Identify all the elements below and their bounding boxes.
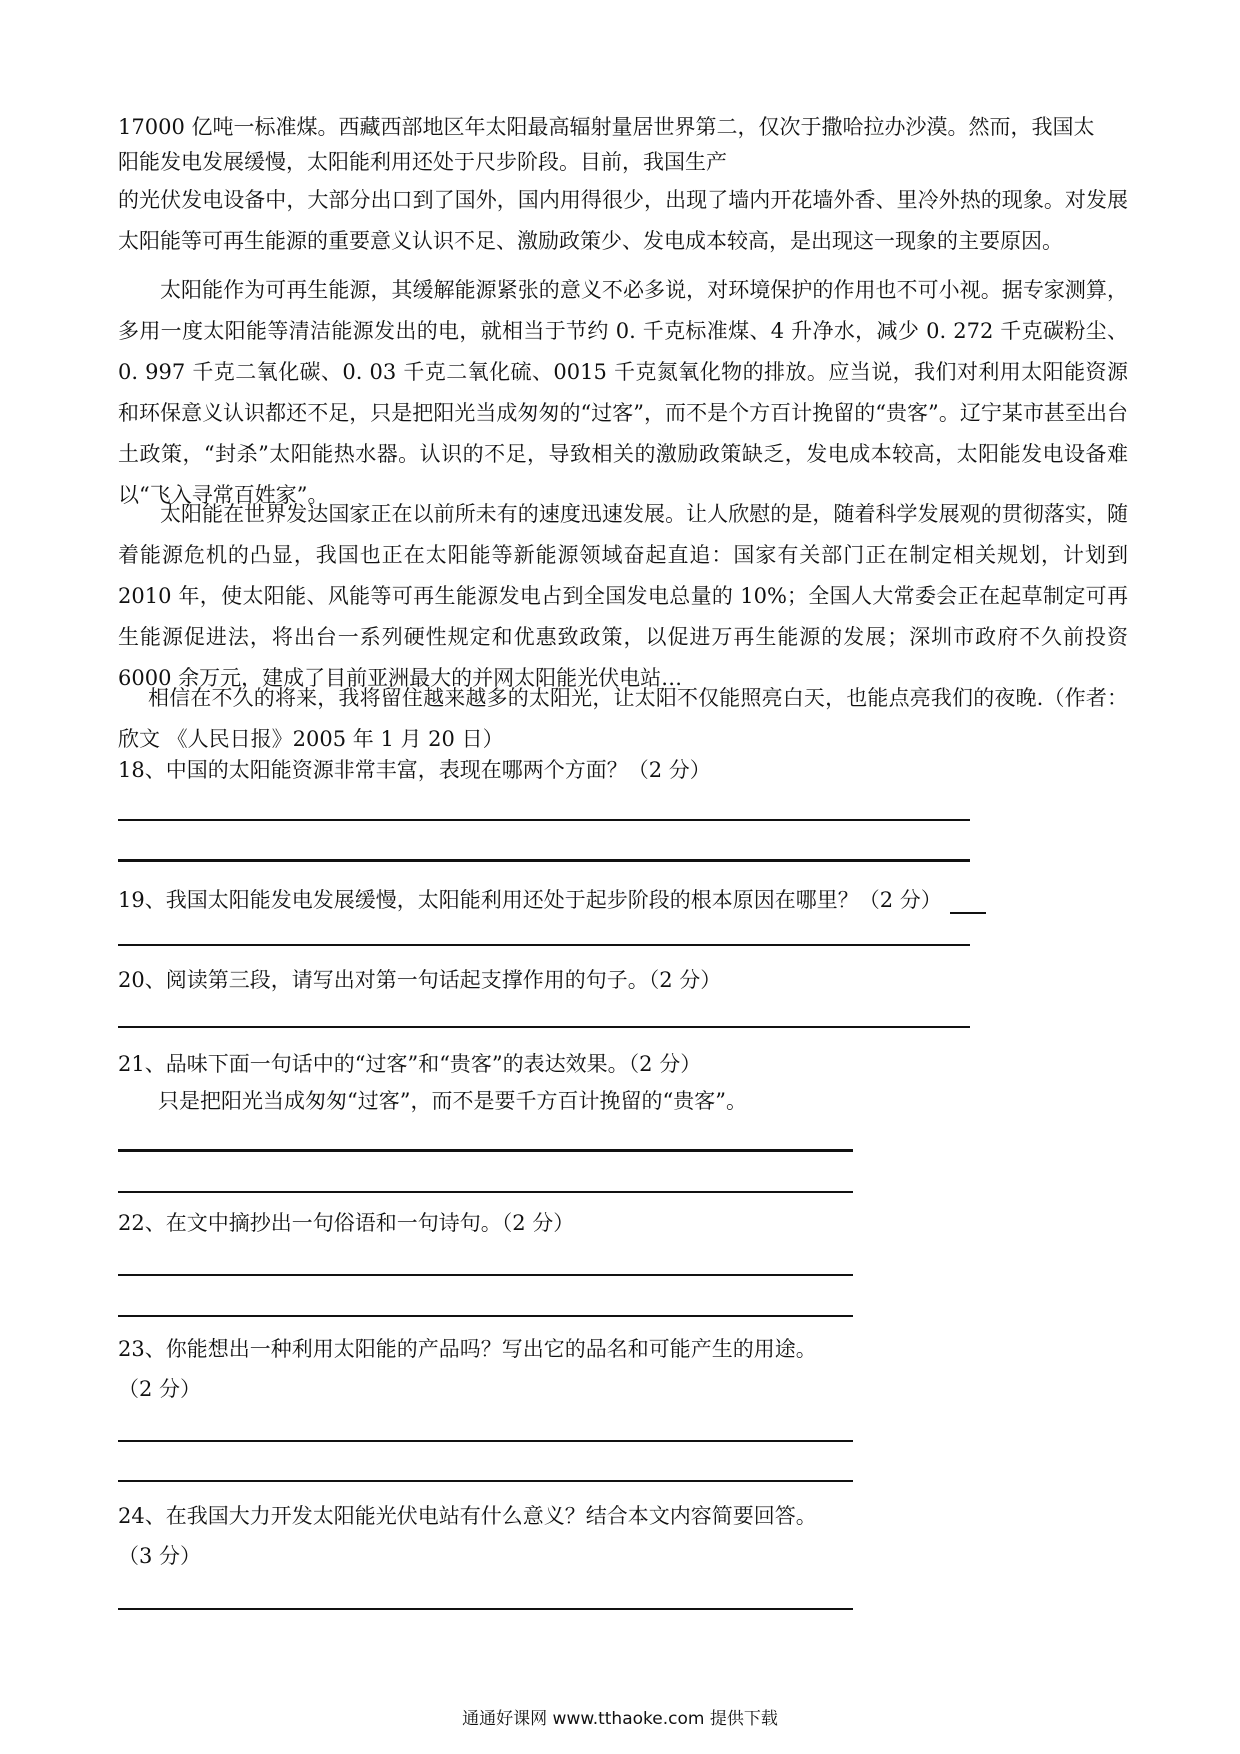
question-21-quote: 只是把阳光当成匆匆“过客”，而不是要千方百计挽留的“贵客”。 [158, 1089, 747, 1113]
article-p1-line1: 17000 亿吨一标准煤。西藏西部地区年太阳最高辐射量居世界第二，仅次于撒哈拉办沙漠。然而，我国太 [118, 115, 1095, 139]
question-19 [118, 886, 986, 914]
article-p1-line2: 阳能发电发展缓慢，太阳能利用还处于尺步阶段。目前，我国生产 [118, 150, 727, 174]
answer-line-24[interactable] [118, 1608, 853, 1610]
question-19-text: 19、我国太阳能发电发展缓慢，太阳能利用还处于起步阶段的根本原因在哪里？（2 分） [118, 888, 942, 912]
answer-line-21a[interactable] [118, 1149, 853, 1152]
answer-line-22b[interactable] [118, 1315, 853, 1317]
answer-line-23a[interactable] [118, 1440, 853, 1442]
article-p4: 相信在不久的将来，我将留住越来越多的太阳光，让太阳不仅能照亮白天，也能点亮我们的夜晚.（作者：欣文 《人民日报》2005 年 1 月 20 日） [118, 686, 1128, 751]
article-p1-rest: 的光伏发电设备中，大部分出口到了国外，国内用得很少，出现了墙内开花墙外香、里冷外热的现象。对发展太阳能等可再生能源的重要意义认识不足、激励政策少、发电成本较高，是出现这一现象的主要原因。 [118, 188, 1128, 253]
question-24: 24、在我国大力开发太阳能光伏电站有什么意义？结合本文内容简要回答。 [118, 1504, 817, 1528]
question-20: 20、阅读第三段，请写出对第一句话起支撑作用的句子。（2 分） [118, 968, 722, 992]
question-23-score: （2 分） [118, 1377, 202, 1401]
answer-line-19[interactable] [118, 944, 970, 946]
question-21: 21、品味下面一句话中的“过客”和“贵客”的表达效果。（2 分） [118, 1052, 702, 1076]
article-p2: 太阳能作为可再生能源，其缓解能源紧张的意义不必多说，对环境保护的作用也不可小视。据专家测算，多用一度太阳能等清洁能源发出的电，就相当于节约 0. 千克标准煤、4 升净水，减少 0. 272 千克碳粉尘、0. 997 千克二氧化碳、0. 03 千克二氧化硫、0015 千克氮氧化物的排放。应当说，我们对利用太阳能资源和环保意义认识都还不足，只是把阳光当成匆匆的“过客”，而不是个方百计挽留的“贵客”。辽宁某市甚至出台土政策，“封杀”太阳能热水器。认识的不足，导致相关的激励政策缺乏，发电成本较高，太阳能发电设备难以“飞入寻常百姓家”。 [118, 278, 1128, 507]
answer-line-21b[interactable] [118, 1191, 853, 1193]
question-24-score: （3 分） [118, 1544, 202, 1568]
page-footer: 通通好课网 www.tthaoke.com 提供下载 [462, 1709, 778, 1729]
answer-line-18a[interactable] [118, 819, 970, 821]
answer-line-18b[interactable] [118, 859, 970, 862]
answer-line-22a[interactable] [118, 1274, 853, 1276]
answer-blank-19[interactable] [950, 892, 986, 914]
question-22: 22、在文中摘抄出一句俗语和一句诗句。（2 分） [118, 1211, 575, 1235]
answer-line-20[interactable] [118, 1026, 970, 1028]
article-p3: 太阳能在世界发达国家正在以前所未有的速度迅速发展。让人欣慰的是，随着科学发展观的贯彻落实，随着能源危机的凸显，我国也正在太阳能等新能源领域奋起直追：国家有关部门正在制定相关规划，计划到 2010 年，使太阳能、风能等可再生能源发电占到全国发电总量的 10%；全国人大常委会正在起草制定可再生能源促进法，将出台一系列硬性规定和优惠致政策，以促进万再生能源的发展；深圳市政府不久前投资 6000 余万元，建成了目前亚洲最大的并网太阳能光伏电站… [118, 502, 1128, 690]
answer-line-23b[interactable] [118, 1480, 853, 1482]
question-23: 23、你能想出一种利用太阳能的产品吗？写出它的品名和可能产生的用途。 [118, 1337, 817, 1361]
question-18: 18、中国的太阳能资源非常丰富，表现在哪两个方面？（2 分） [118, 758, 711, 782]
